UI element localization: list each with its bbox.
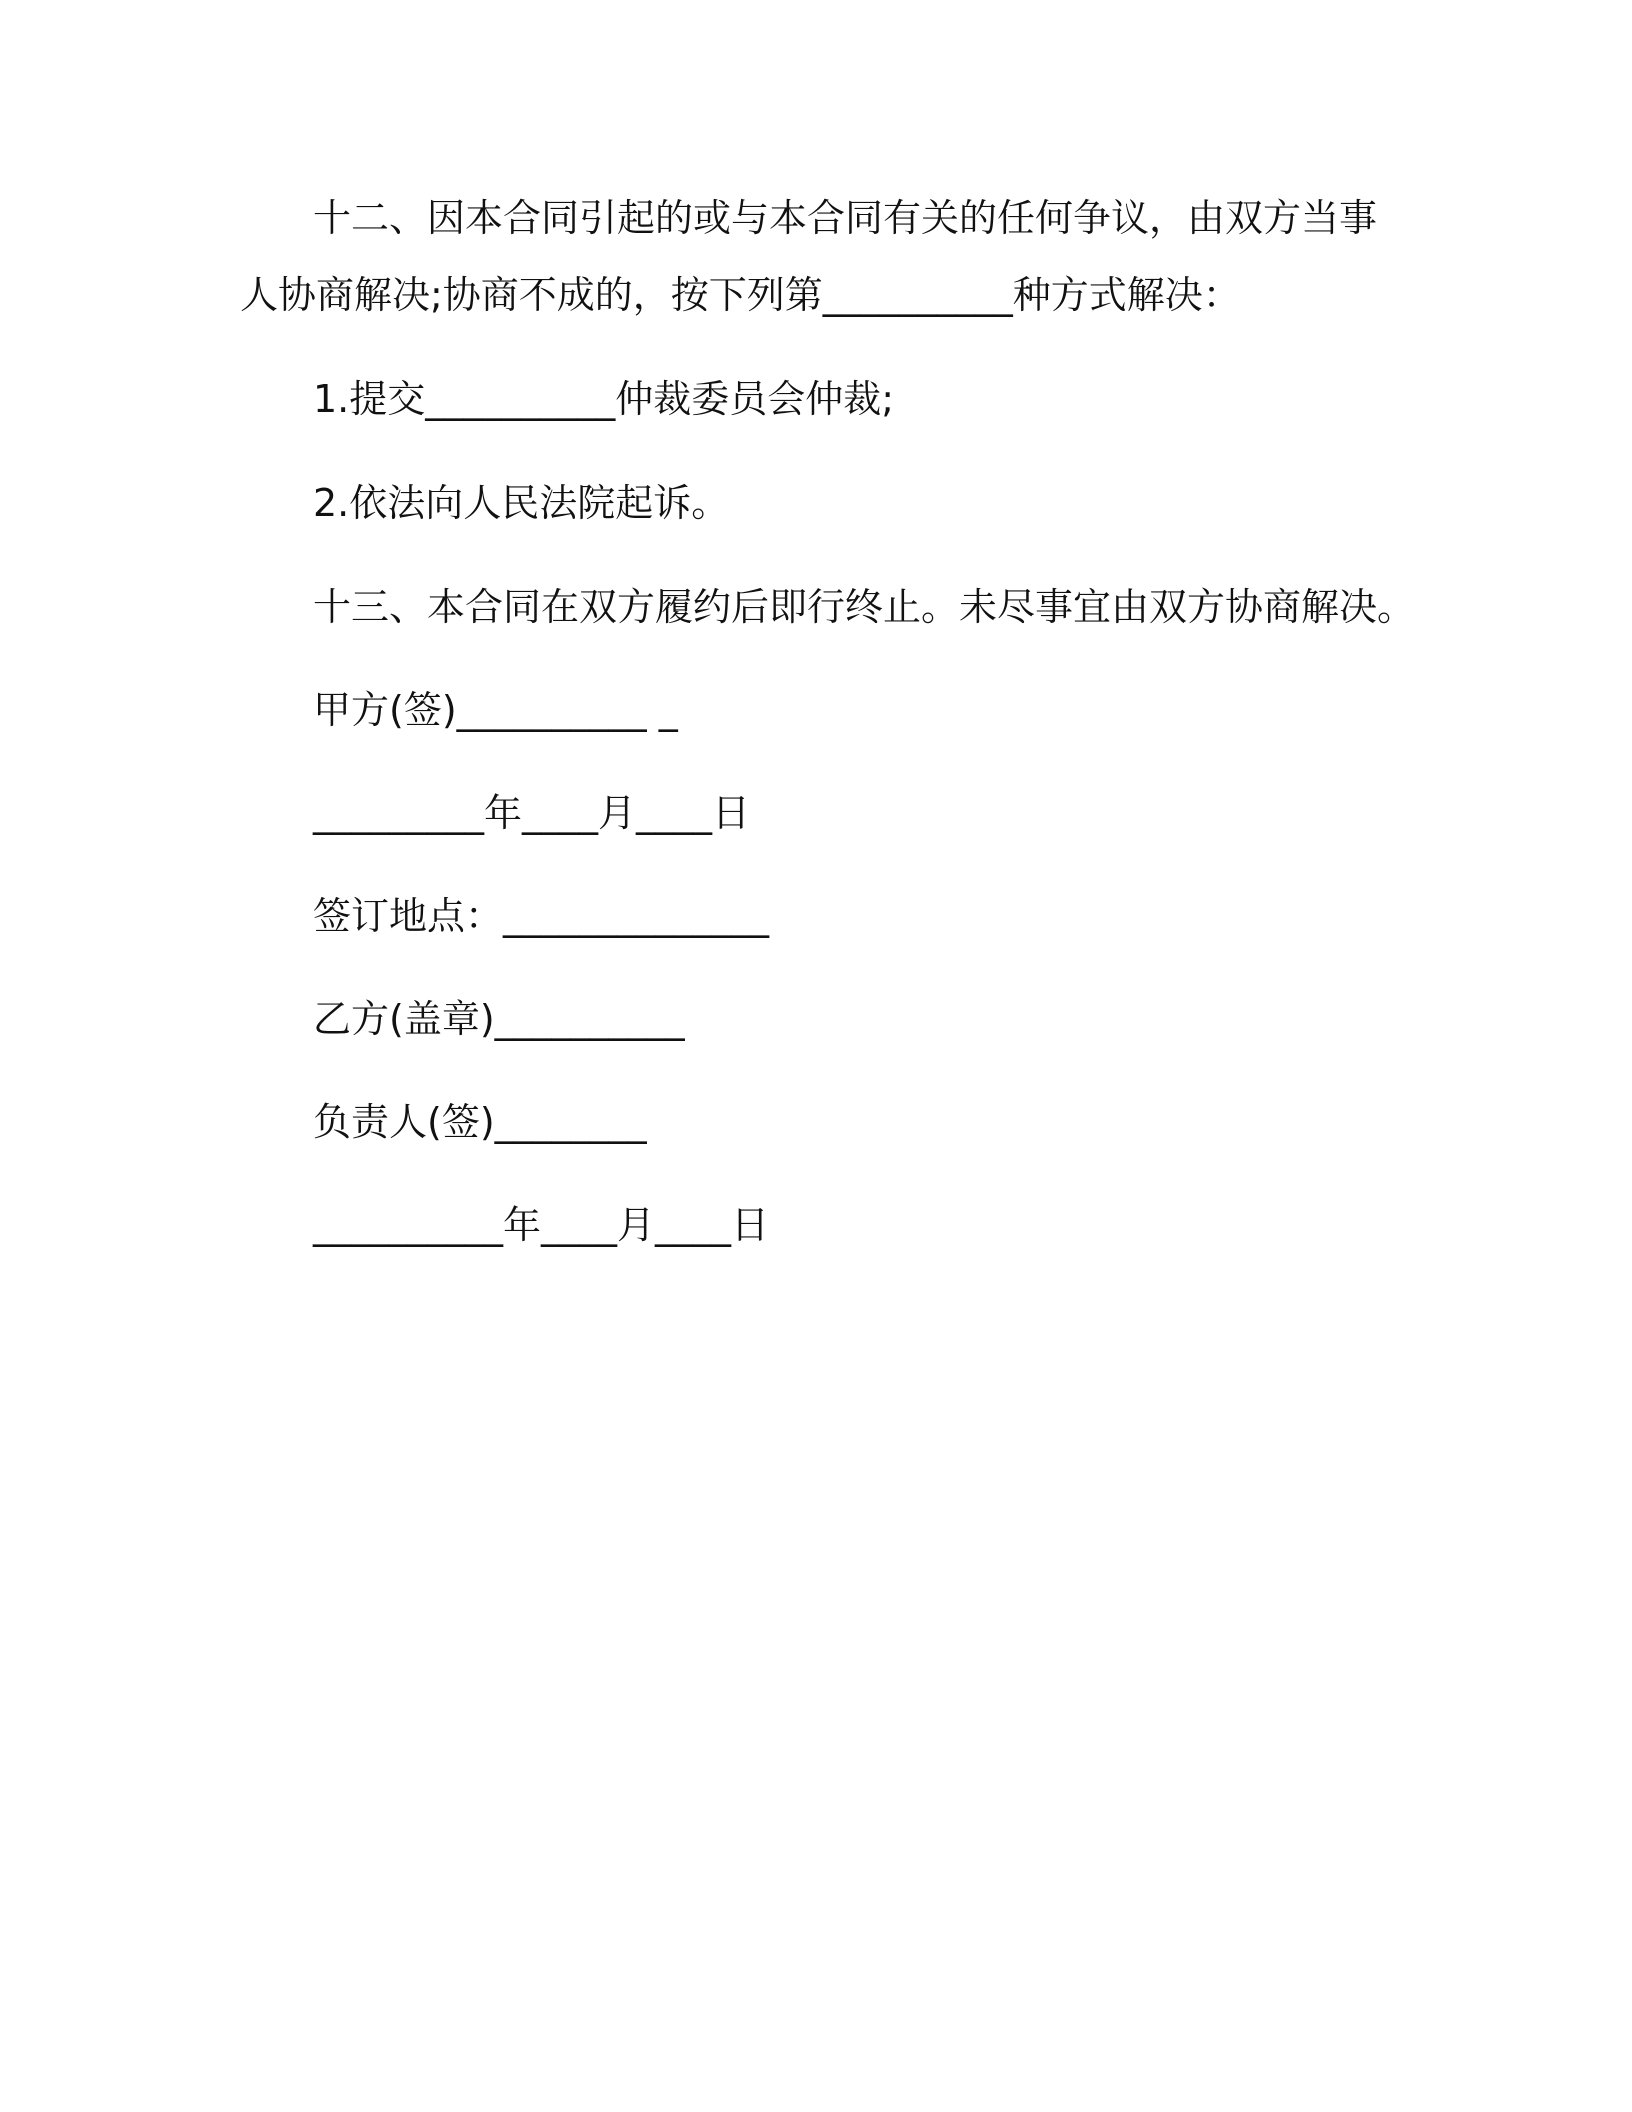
clause-12-option-2: 2.依法向人民法院起诉。 <box>313 481 730 525</box>
signing-place: 签订地点：______________ <box>313 894 770 938</box>
clause-12-option-1: 1.提交__________仲裁委员会仲裁; <box>313 377 895 421</box>
party-b-date: __________年____月____日 <box>313 1203 770 1247</box>
clause-12-line-1: 十二、因本合同引起的或与本合同有关的任何争议，由双方当事 <box>313 196 1378 240</box>
party-a-signature: 甲方(签)__________ _ <box>313 688 678 732</box>
party-b-seal: 乙方(盖章)__________ <box>313 997 685 1041</box>
clause-12-line-2: 人协商解决;协商不成的，按下列第__________种方式解决： <box>240 273 1241 317</box>
clause-13: 十三、本合同在双方履约后即行终止。未尽事宜由双方协商解决。 <box>313 585 1416 629</box>
party-a-date: _________年____月____日 <box>313 791 751 835</box>
person-in-charge-signature: 负责人(签)________ <box>313 1100 647 1144</box>
